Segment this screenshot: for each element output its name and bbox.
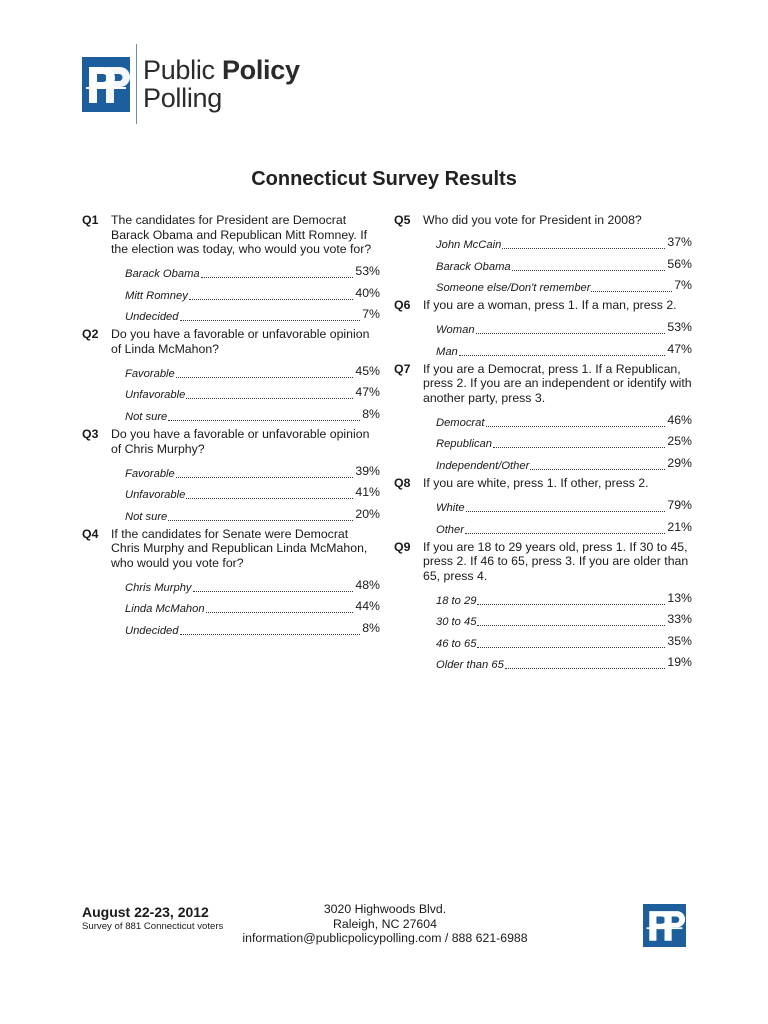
- question-text: If you are white, press 1. If other, press 2.: [423, 475, 649, 490]
- question-number: Q1: [82, 213, 99, 227]
- answer-percentage: 53%: [667, 320, 692, 335]
- answer-label: Favorable: [125, 367, 175, 380]
- dot-leader: [530, 469, 665, 470]
- question-block: [82, 427, 380, 525]
- dot-leader: [201, 277, 353, 278]
- footer-logo: [643, 904, 686, 947]
- answer-row: [125, 574, 380, 596]
- answer-row: [436, 317, 692, 339]
- dot-leader: [180, 634, 360, 635]
- answer-row: [125, 382, 380, 404]
- dot-leader: [168, 520, 353, 521]
- answer-label: Favorable: [125, 467, 175, 480]
- dot-leader: [176, 477, 353, 478]
- org-word-public: Public: [143, 55, 222, 85]
- question-block: [82, 327, 380, 425]
- answer-percentage: 40%: [355, 285, 380, 300]
- dot-leader: [477, 625, 665, 626]
- answer-label: Democrat: [436, 416, 485, 429]
- question-header: [394, 540, 692, 584]
- question-number: Q2: [82, 327, 99, 342]
- answer-label: Mitt Romney: [125, 289, 188, 302]
- answer-percentage: 21%: [667, 519, 692, 534]
- answer-label: Independent/Other: [436, 459, 530, 472]
- answer-row: [125, 360, 380, 382]
- answer-row: [436, 253, 692, 275]
- answer-row: [436, 275, 692, 297]
- question-text: Who did you vote for President in 2008?: [423, 213, 642, 227]
- ppp-monogram-icon: [82, 57, 130, 112]
- dot-leader: [591, 291, 672, 292]
- dot-leader: [465, 533, 665, 534]
- dot-leader: [459, 355, 665, 356]
- answer-row: [436, 232, 692, 254]
- answer-row: [125, 460, 380, 482]
- answer-percentage: 47%: [355, 385, 380, 400]
- answer-percentage: 8%: [362, 406, 380, 421]
- logo-divider: [136, 44, 137, 124]
- answer-percentage: 8%: [362, 620, 380, 635]
- question-header: [394, 476, 692, 491]
- answer-percentage: 45%: [355, 363, 380, 378]
- question-number: Q9: [394, 539, 411, 554]
- answer-row: [125, 596, 380, 618]
- question-text: The candidates for President are Democrat Barack Obama and Republican Mitt Romney. If the election was today, who would you vote for?: [111, 213, 372, 257]
- dot-leader: [186, 398, 353, 399]
- answer-list: [394, 317, 692, 360]
- answer-label: Undecided: [125, 311, 179, 324]
- answer-list: [82, 460, 380, 525]
- answer-label: Linda McMahon: [125, 603, 205, 616]
- answer-label: Barack Obama: [436, 260, 511, 273]
- answer-percentage: 29%: [667, 455, 692, 470]
- question-header: [82, 527, 380, 571]
- answer-row: [436, 516, 692, 538]
- answer-percentage: 25%: [667, 434, 692, 449]
- ppp-logo-mark: [82, 57, 130, 112]
- answer-row: [436, 409, 692, 431]
- answer-percentage: 47%: [667, 341, 692, 356]
- dot-leader: [186, 498, 353, 499]
- question-number: Q3: [82, 426, 99, 441]
- question-block: [394, 213, 692, 296]
- question-text: Do you have a favorable or unfavorable opinion of Linda McMahon?: [111, 327, 370, 356]
- answer-label: Other: [436, 523, 464, 536]
- answer-label: Not sure: [125, 510, 168, 523]
- answer-label: John McCain: [436, 239, 502, 252]
- answer-percentage: 7%: [362, 307, 380, 322]
- answer-row: [125, 482, 380, 504]
- question-header: [394, 362, 692, 406]
- dot-leader: [486, 426, 665, 427]
- question-text: Do you have a favorable or unfavorable opinion of Chris Murphy?: [111, 426, 370, 456]
- answer-label: 18 to 29: [436, 594, 477, 607]
- page-title: Connecticut Survey Results: [251, 168, 517, 190]
- ppp-monogram-icon: [643, 904, 686, 947]
- question-header: [82, 327, 380, 356]
- question-header: [394, 213, 692, 228]
- answer-percentage: 41%: [355, 485, 380, 500]
- question-header: [394, 298, 692, 313]
- question-block: [82, 527, 380, 639]
- dot-leader: [206, 612, 353, 613]
- dot-leader: [189, 299, 353, 300]
- answer-row: [436, 587, 692, 609]
- answer-percentage: 19%: [667, 655, 692, 670]
- dot-leader: [168, 420, 360, 421]
- answer-list: [394, 409, 692, 474]
- dot-leader: [180, 320, 360, 321]
- dot-leader: [477, 604, 665, 605]
- question-block: [394, 476, 692, 538]
- org-name: [143, 56, 300, 112]
- question-number: Q4: [82, 526, 99, 541]
- answer-row: [125, 304, 380, 326]
- answer-row: [125, 617, 380, 639]
- dot-leader: [512, 270, 665, 271]
- answer-label: Republican: [436, 438, 492, 451]
- answer-label: Barack Obama: [125, 268, 200, 281]
- survey-sample: Survey of 881 Connecticut voters: [82, 921, 224, 932]
- contact-address: [230, 902, 540, 946]
- question-number: Q5: [394, 213, 411, 227]
- answer-row: [125, 282, 380, 304]
- answer-row: [125, 503, 380, 525]
- dot-leader: [502, 248, 665, 249]
- answer-percentage: 37%: [667, 235, 692, 250]
- address-line-1: 3020 Highwoods Blvd.: [323, 902, 447, 916]
- question-number: Q7: [394, 361, 411, 376]
- question-header: [82, 213, 380, 257]
- answer-label: Man: [436, 345, 458, 358]
- answer-label: Undecided: [125, 624, 179, 637]
- answer-row: [436, 630, 692, 652]
- answer-list: [394, 587, 692, 673]
- dot-leader: [476, 333, 665, 334]
- answer-row: [436, 431, 692, 453]
- contact-line: information@publicpolicypolling.com / 888 621-6988: [242, 931, 528, 945]
- answer-list: [82, 261, 380, 326]
- answer-list: [82, 574, 380, 639]
- answer-percentage: 53%: [355, 264, 380, 279]
- question-text: If the candidates for Senate were Democrat Chris Murphy and Republican Linda McMahon, who would you vote for?: [111, 526, 368, 570]
- dot-leader: [176, 377, 353, 378]
- question-text: If you are 18 to 29 years old, press 1. If 30 to 45, press 2. If 46 to 65, press 3. If you are older than 65, press 4.: [423, 539, 689, 583]
- answer-percentage: 46%: [667, 412, 692, 427]
- answer-row: [436, 652, 692, 674]
- answer-row: [436, 495, 692, 517]
- answer-list: [394, 232, 692, 297]
- answer-list: [394, 495, 692, 538]
- answer-percentage: 20%: [355, 506, 380, 521]
- answer-percentage: 79%: [667, 498, 692, 513]
- question-block: [82, 213, 380, 325]
- question-block: [394, 362, 692, 474]
- answer-label: Not sure: [125, 410, 168, 423]
- question-block: [394, 540, 692, 674]
- answer-row: [436, 609, 692, 631]
- dot-leader: [477, 647, 665, 648]
- answer-label: 46 to 65: [436, 637, 477, 650]
- answer-percentage: 39%: [355, 463, 380, 478]
- survey-date: August 22-23, 2012: [82, 904, 209, 920]
- answer-label: White: [436, 502, 465, 515]
- question-number: Q8: [394, 475, 411, 490]
- question-text: If you are a Democrat, press 1. If a Republican, press 2. If you are an independent or identify with another party, press 3.: [423, 361, 692, 405]
- dot-leader: [193, 591, 353, 592]
- answer-row: [125, 403, 380, 425]
- question-number: Q6: [394, 298, 411, 313]
- answer-row: [436, 338, 692, 360]
- answer-percentage: 35%: [667, 633, 692, 648]
- answer-percentage: 44%: [355, 599, 380, 614]
- org-word-polling: Polling: [143, 83, 222, 113]
- org-word-policy: Policy: [221, 55, 300, 85]
- dot-leader: [505, 668, 665, 669]
- answer-label: Chris Murphy: [125, 581, 192, 594]
- question-header: [82, 427, 380, 456]
- answer-label: 30 to 45: [436, 616, 477, 629]
- answer-percentage: 33%: [667, 612, 692, 627]
- answer-percentage: 56%: [667, 256, 692, 271]
- dot-leader: [493, 447, 665, 448]
- answer-percentage: 48%: [355, 577, 380, 592]
- dot-leader: [466, 511, 665, 512]
- right-column: [394, 213, 692, 675]
- ppp-logo: [82, 44, 322, 124]
- answer-label: Woman: [436, 324, 475, 337]
- answer-list: [82, 360, 380, 425]
- answer-row: [125, 261, 380, 283]
- answer-label: Someone else/Don't remember: [436, 282, 591, 295]
- answer-label: Unfavorable: [125, 389, 186, 402]
- question-text: If you are a woman, press 1. If a man, press 2.: [423, 298, 677, 313]
- answer-label: Unfavorable: [125, 489, 186, 502]
- answer-row: [436, 452, 692, 474]
- answer-label: Older than 65: [436, 659, 504, 672]
- question-block: [394, 298, 692, 360]
- answer-percentage: 7%: [674, 278, 692, 293]
- left-column: [82, 213, 380, 641]
- answer-percentage: 13%: [667, 590, 692, 605]
- address-line-2: Raleigh, NC 27604: [333, 916, 437, 931]
